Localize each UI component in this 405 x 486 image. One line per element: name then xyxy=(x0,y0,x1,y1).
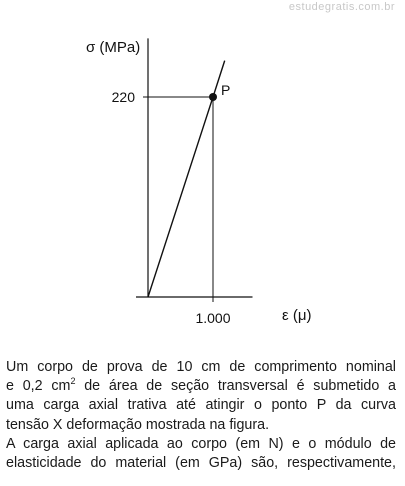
problem-line: uma carga axial trativa até atingir o ponto P da curva xyxy=(6,397,396,414)
watermark: estudegratis.com.br xyxy=(288,1,395,13)
problem-statement xyxy=(6,358,396,473)
point-p-marker xyxy=(209,93,217,101)
y-tick-label: 220 xyxy=(111,89,135,105)
problem-paragraph-1 xyxy=(6,358,396,435)
problem-line: elasticidade do material (em GPa) são, respectivamente, xyxy=(6,455,396,472)
point-p-label: P xyxy=(221,82,231,98)
problem-line: Um corpo de prova de 10 cm de comprimento nominal xyxy=(6,359,396,375)
problem-line: tensão X deformação mostrada na figura. xyxy=(6,416,270,433)
y-axis-label: σ (MPa) xyxy=(86,39,141,56)
problem-line: A carga axial aplicada ao corpo (em N) e o módulo de xyxy=(6,435,396,452)
problem-line: e 0,2 $cm^2$ de área de seção transversal é submetido a xyxy=(6,376,396,395)
x-tick-label: 1.000 xyxy=(195,310,231,326)
problem-paragraph-2 xyxy=(6,435,396,473)
x-axis-label: ε (μ) xyxy=(282,307,312,324)
superscript: 2 xyxy=(70,376,76,387)
